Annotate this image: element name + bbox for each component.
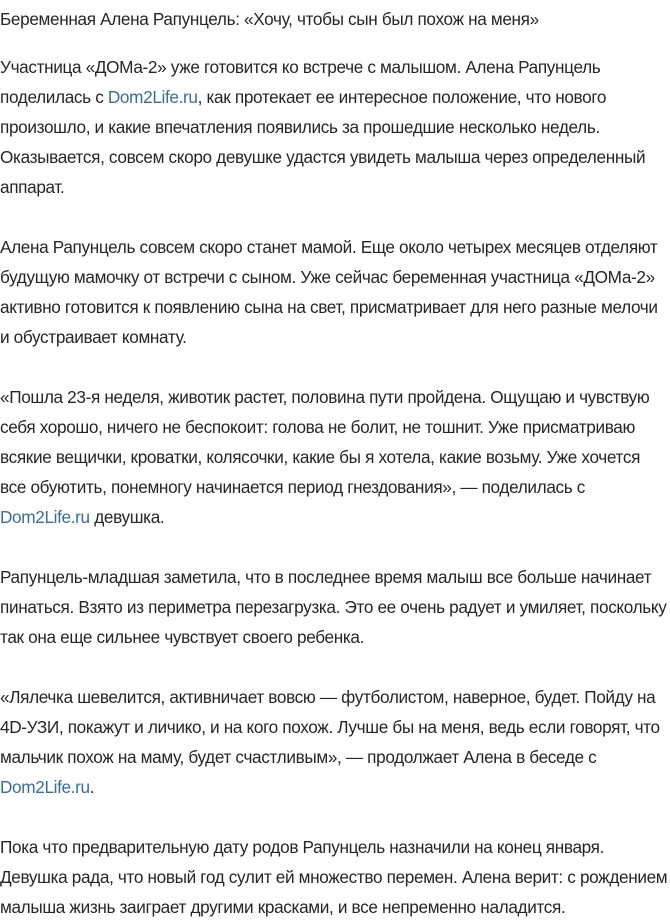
paragraph-6: Пока что предварительную дату родов Рапунцель назначили на конец января. Девушка рада, что новый год сулит ей множество перемен. Алена верит: с рождением малыша жизнь заиграет другими красками, и все непременно наладится.: [0, 837, 668, 917]
paragraph-5-quote: [0, 682, 670, 802]
paragraph-text: Участница «ДОМа-2» уже готовится ко встрече с малышом. Алена Рапунцель поделилась с: [0, 57, 601, 107]
paragraph-2: Алена Рапунцель совсем скоро станет мамой. Еще около четырех месяцев отделяют будущую мамочку от встречи с сыном. Уже сейчас беременная участница «ДОМа-2» активно готовится к появлению сына на свет, присматривает для него разные мелочи и обустраивает комнату.: [0, 237, 658, 347]
paragraph-1: [0, 52, 670, 202]
dom2life-link[interactable]: Dom2Life.ru: [0, 777, 90, 797]
paragraph-4: Рапунцель-младшая заметила, что в последнее время малыш все больше начинает пинаться. Взято из периметра перезагрузка. Это ее очень радует и умиляет, поскольку так она еще сильнее чувствует своего ребенка.: [0, 567, 667, 647]
paragraph-text: «Пошла 23-я неделя, животик растет, половина пути пройдена. Ощущаю и чувствую себя хорошо, ничего не беспокоит: голова не болит, не тошнит. Уже присматриваю всякие вещички, кроватки, колясочки, какие бы я хотела, какие возьму. Уже хочется все обуютить, понемногу начинается период гнездования», — поделилась с: [0, 387, 650, 497]
dom2life-link[interactable]: Dom2Life.ru: [107, 87, 198, 107]
paragraph-text: девушка.: [89, 507, 165, 527]
paragraph-text: .: [89, 777, 95, 797]
dom2life-link[interactable]: Dom2Life.ru: [0, 507, 90, 527]
paragraph-3-quote: [0, 382, 670, 532]
article-title: Беременная Алена Рапунцель: «Хочу, чтобы сын был похож на меня»: [0, 9, 539, 29]
paragraph-text: «Лялечка шевелится, активничает вовсю — футболистом, наверное, будет. Пойду на 4D-УЗИ, покажут и личико, и на кого похож. Лучше бы на меня, ведь если говорят, что мальчик похож на маму, будет счастливым», — продолжает Алена в беседе с: [0, 687, 660, 767]
paragraph-text: , как протекает ее интересное положение, что нового произошло, и какие впечатления появились за прошедшие несколько недель. Оказывается, совсем скоро девушке удастся увидеть малыша через определенный аппарат.: [0, 87, 646, 197]
